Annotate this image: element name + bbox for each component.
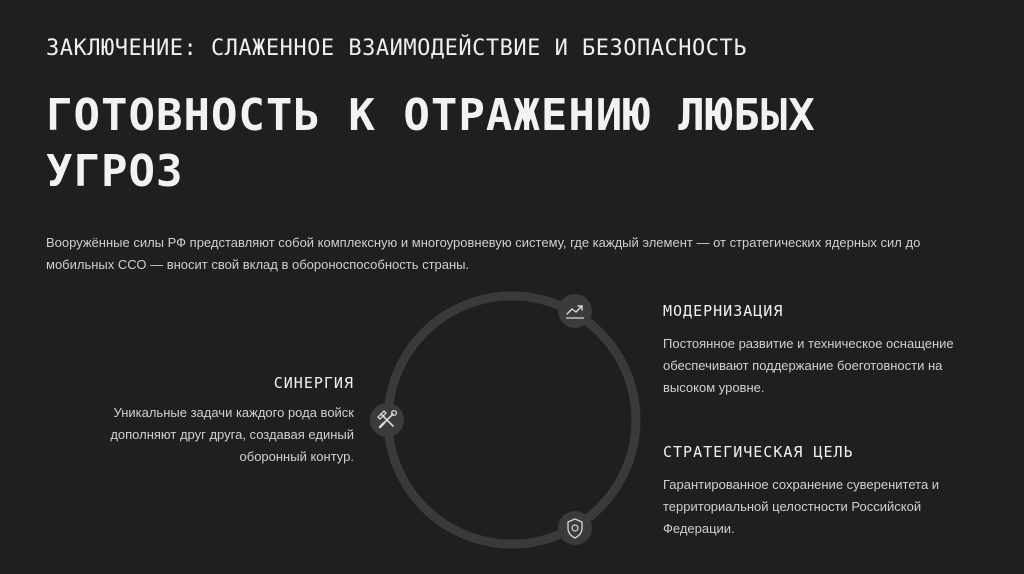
slide-subtitle: ЗАКЛЮЧЕНИЕ: СЛАЖЕННОЕ ВЗАИМОДЕЙСТВИЕ И БЕЗОПАСНОСТЬ xyxy=(46,36,748,61)
strategic-goal-line-1: Гарантированное сохранение суверенитета и xyxy=(663,477,940,492)
strategic-goal-text xyxy=(663,474,939,540)
modernization-line-1: Постоянное развитие и техническое оснащение xyxy=(663,336,954,351)
synergy-line-2: дополняют друг друга, создавая единый xyxy=(110,427,354,442)
slide-title-line-1: ГОТОВНОСТЬ К ОТРАЖЕНИЮ ЛЮБЫХ xyxy=(46,90,816,141)
modernization-heading: МОДЕРНИЗАЦИЯ xyxy=(663,302,784,320)
intro-line-1: Вооружённые силы РФ представляют собой комплексную и многоуровневую систему, где каждый элемент — от стратегических ядерных сил до xyxy=(46,235,921,250)
synergy-heading: СИНЕРГИЯ xyxy=(273,374,354,392)
intro-line-2: мобильных ССО — вносит свой вклад в обороноспособность страны. xyxy=(46,257,470,272)
slide-title-line-2: УГРОЗ xyxy=(46,146,184,197)
strategic-goal-line-3: Федерации. xyxy=(663,521,735,536)
modernization-text xyxy=(663,333,954,399)
strategic-goal-line-2: территориальной целостности Российской xyxy=(663,499,922,514)
modernization-line-2: обеспечивают поддержание боеготовности на xyxy=(663,358,943,373)
shield-gear-icon xyxy=(558,511,592,545)
synergy-line-1: Уникальные задачи каждого рода войск xyxy=(113,405,354,420)
cycle-ring xyxy=(388,296,636,544)
synergy-line-3: оборонный контур. xyxy=(239,449,354,464)
trend-up-icon xyxy=(558,294,592,328)
strategic-goal-heading: СТРАТЕГИЧЕСКАЯ ЦЕЛЬ xyxy=(663,443,854,461)
modernization-line-3: высоком уровне. xyxy=(663,380,765,395)
tools-icon xyxy=(370,403,404,437)
synergy-text xyxy=(110,402,354,468)
